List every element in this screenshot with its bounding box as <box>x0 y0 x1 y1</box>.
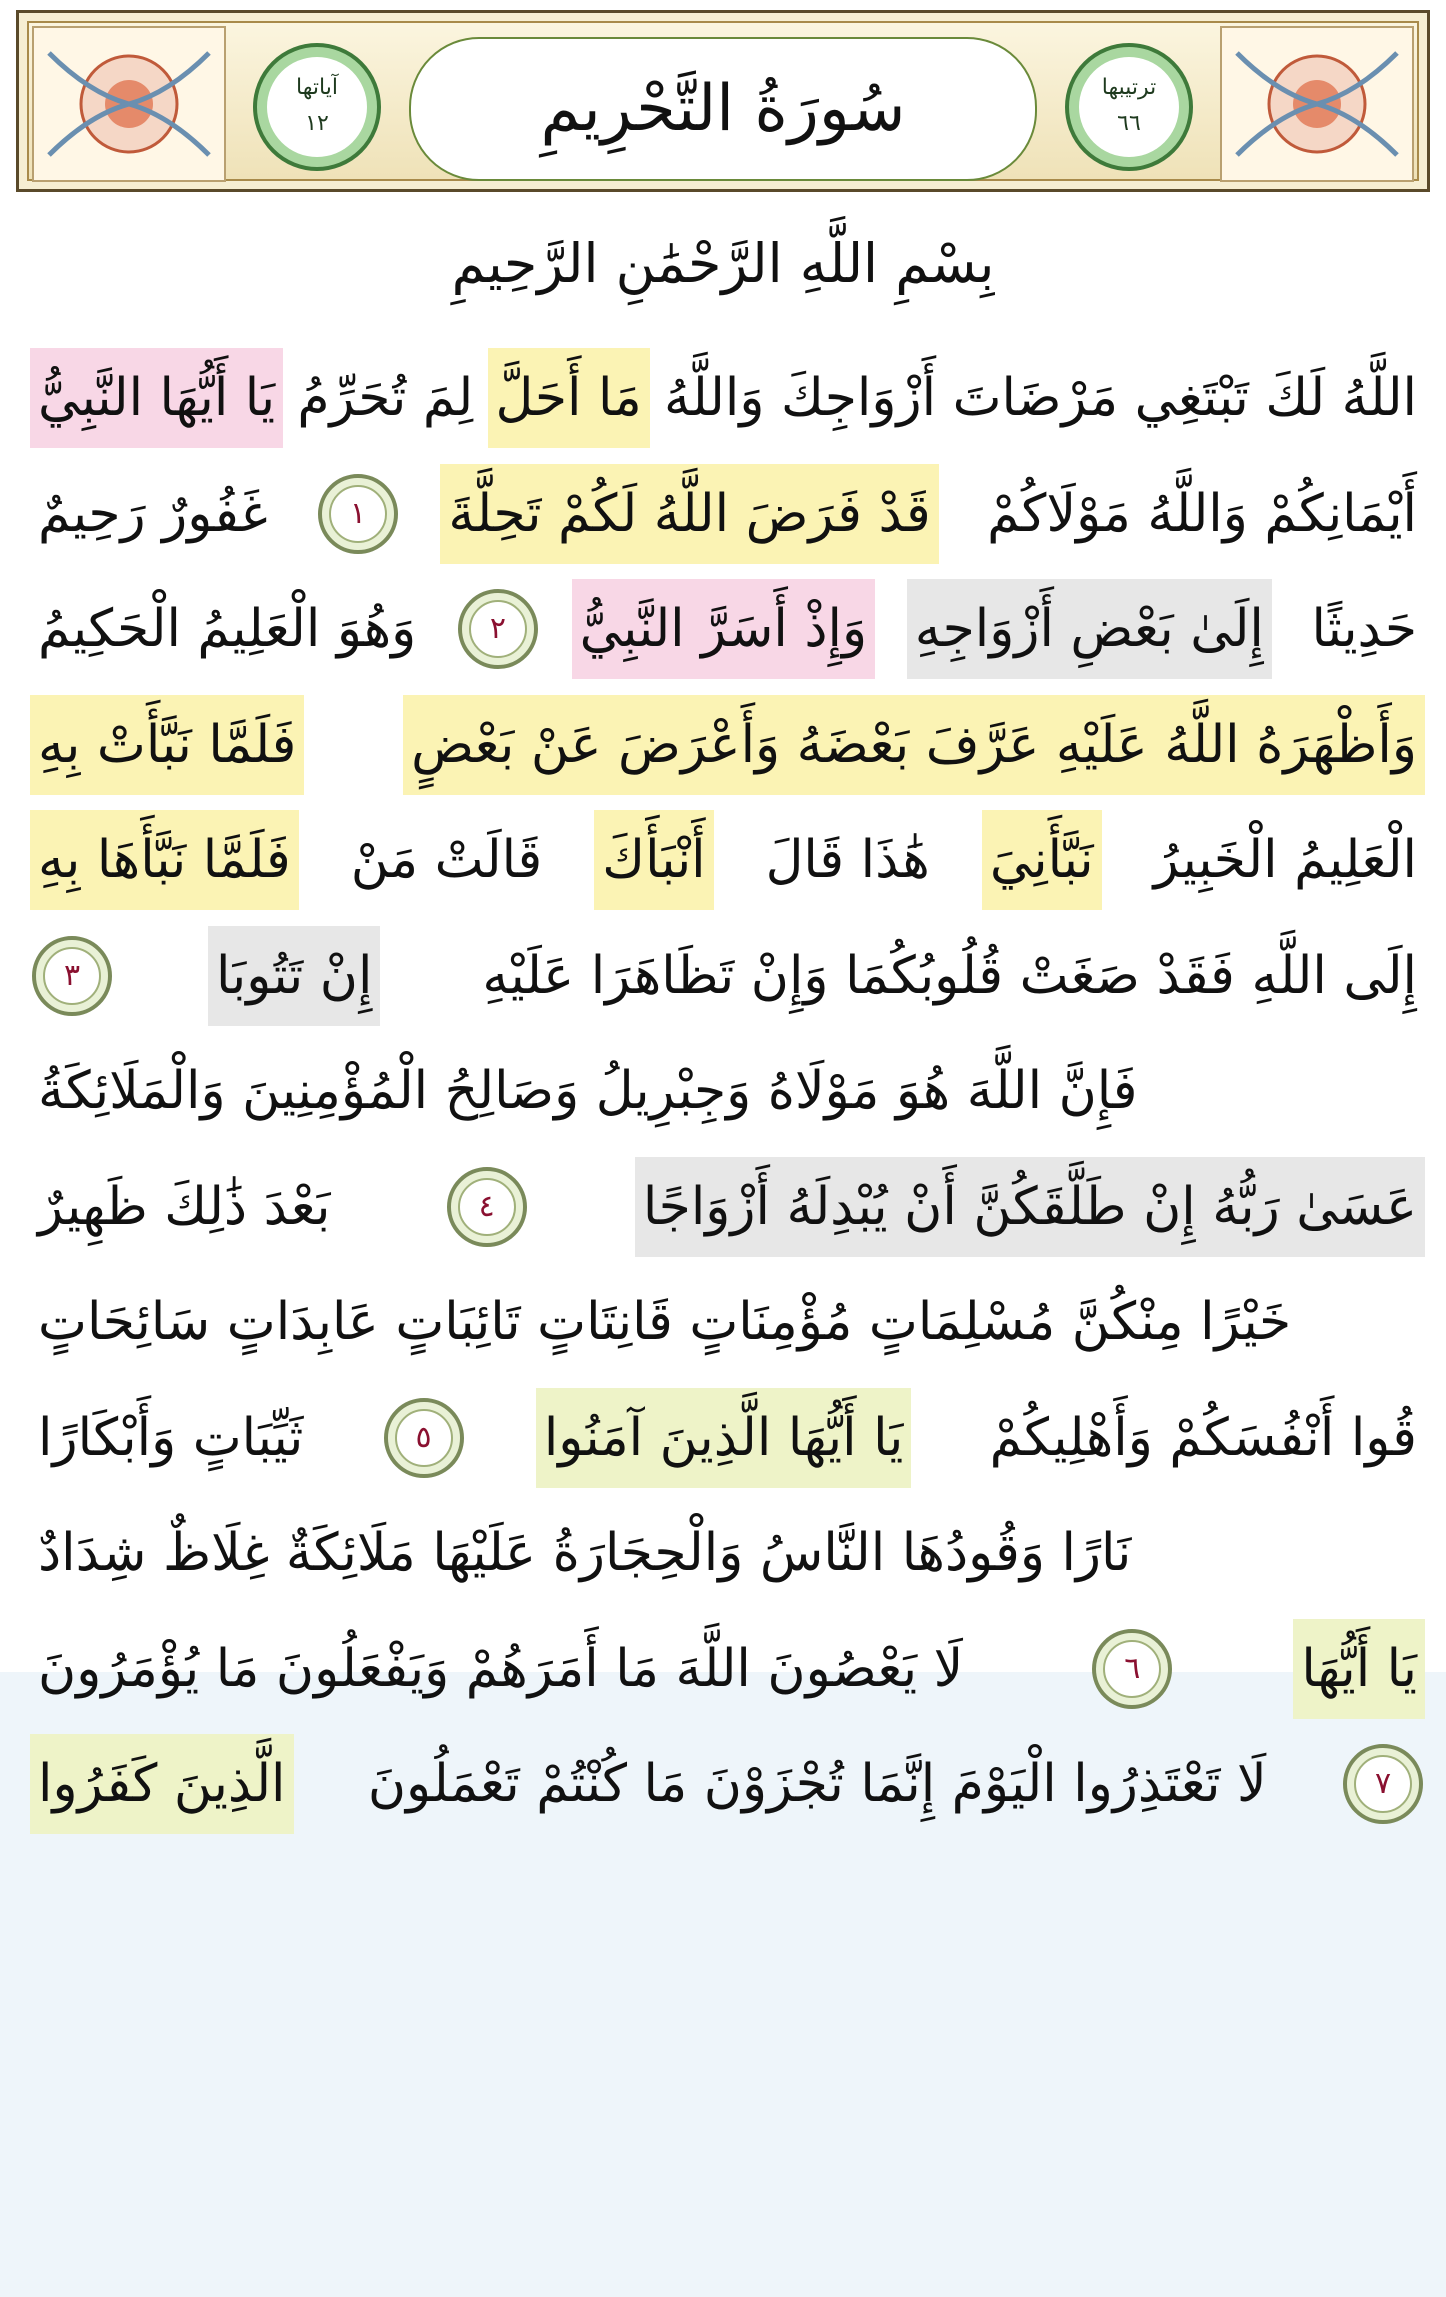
verse-number: ٢ <box>489 611 506 646</box>
verse-end-marker-icon <box>316 472 400 556</box>
text-line <box>30 1728 1425 1840</box>
verse-text: أَيْمَانِكُمْ وَاللَّهُ مَوْلَاكُمْ <box>987 483 1417 544</box>
text-line <box>30 573 1425 685</box>
verse-text: فَإِنَّ اللَّهَ هُوَ مَوْلَاهُ وَجِبْرِيلُ وَصَالِحُ الْمُؤْمِنِينَ وَالْمَلَائِكَةُ <box>38 1061 1138 1121</box>
verse-number: ١ <box>349 495 367 531</box>
verse-end-marker-icon <box>30 934 114 1018</box>
highlighted-phrase: أَنْبَأَكَ <box>594 810 713 910</box>
verse-text: إِلَى اللَّهِ فَقَدْ صَغَتْ قُلُوبُكُمَا وَإِنْ تَظَاهَرَا عَلَيْهِ <box>482 945 1417 1006</box>
verses-value: ١٢ <box>305 111 329 136</box>
text-line <box>30 1266 1425 1378</box>
verse-number: ٤ <box>478 1188 495 1224</box>
verse-text: لِمَ تُحَرِّمُ <box>297 368 474 428</box>
verse-text: اللَّهُ لَكَ تَبْتَغِي مَرْضَاتَ أَزْوَاجِكَ وَاللَّهُ <box>663 368 1417 428</box>
verse-end-marker-icon <box>1090 1627 1174 1711</box>
verse-text: قُوا أَنْفُسَكُمْ وَأَهْلِيكُمْ <box>989 1407 1417 1468</box>
highlighted-phrase: يَا أَيُّهَا <box>1293 1619 1425 1719</box>
verse-end-marker-icon <box>382 1396 466 1480</box>
text-line <box>30 1497 1425 1609</box>
verse-text: هَٰذَا قَالَ <box>765 830 930 890</box>
text-line <box>30 920 1425 1032</box>
verse-text: الْعَلِيمُ الْخَبِيرُ <box>1153 830 1417 890</box>
highlighted-phrase: نَبَّأَنِيَ <box>982 810 1102 910</box>
text-line <box>30 1151 1425 1263</box>
text-line <box>30 804 1425 916</box>
verse-text: خَيْرًا مِنْكُنَّ مُسْلِمَاتٍ مُؤْمِنَاتٍ قَانِتَاتٍ تَائِبَاتٍ عَابِدَاتٍ سَائِحَاتٍ <box>38 1292 1292 1352</box>
text-line <box>30 1382 1425 1494</box>
verse-text: ثَيِّبَاتٍ وَأَبْكَارًا <box>38 1407 304 1468</box>
highlighted-phrase: مَا أَحَلَّ <box>488 348 650 448</box>
highlighted-phrase: يَا أَيُّهَا الَّذِينَ آمَنُوا <box>536 1388 912 1488</box>
verse-text: لَا تَعْتَذِرُوا الْيَوْمَ إِنَّمَا تُجْزَوْنَ مَا كُنْتُمْ تَعْمَلُونَ <box>367 1754 1267 1814</box>
highlighted-phrase: وَإِذْ أَسَرَّ النَّبِيُّ <box>572 579 876 679</box>
verse-text: لَا يَعْصُونَ اللَّهَ مَا أَمَرَهُمْ وَيَفْعَلُونَ مَا يُؤْمَرُونَ <box>38 1638 964 1699</box>
verse-end-marker-icon <box>1341 1742 1425 1826</box>
highlighted-phrase: الَّذِينَ كَفَرُوا <box>30 1734 293 1834</box>
verse-text: نَارًا وَقُودُهَا النَّاسُ وَالْحِجَارَةُ عَلَيْهَا مَلَائِكَةٌ غِلَاظٌ شِدَادٌ <box>38 1523 1132 1583</box>
highlighted-phrase: إِلَىٰ بَعْضِ أَزْوَاجِهِ <box>907 579 1272 679</box>
text-line <box>30 1613 1425 1725</box>
verse-number: ٥ <box>415 1419 432 1455</box>
verse-number: ٦ <box>1124 1650 1141 1686</box>
verse-text: وَهُوَ الْعَلِيمُ الْحَكِيمُ <box>38 599 417 659</box>
verse-text: غَفُورٌ رَحِيمٌ <box>38 483 268 544</box>
verse-end-marker-icon <box>456 587 540 671</box>
highlighted-phrase: إِنْ تَتُوبَا <box>208 926 381 1026</box>
text-line <box>30 342 1425 454</box>
surah-title: سُورَةُ التَّحْرِيمِ <box>540 72 906 146</box>
highlighted-phrase: عَسَىٰ رَبُّهُ إِنْ طَلَّقَكُنَّ أَنْ يُبْدِلَهُ أَزْوَاجًا <box>635 1157 1425 1257</box>
highlighted-phrase: قَدْ فَرَضَ اللَّهُ لَكُمْ تَحِلَّةَ <box>440 464 938 564</box>
verse-number: ٧ <box>1374 1766 1392 1801</box>
highlighted-phrase: فَلَمَّا نَبَّأَتْ بِهِ <box>30 695 304 795</box>
order-value: ٦٦ <box>1117 111 1141 136</box>
highlighted-phrase: فَلَمَّا نَبَّأَهَا بِهِ <box>30 810 299 910</box>
text-line <box>30 689 1425 801</box>
order-label: ترتيبها <box>1101 75 1157 100</box>
highlighted-phrase: وَأَظْهَرَهُ اللَّهُ عَلَيْهِ عَرَّفَ بَعْضَهُ وَأَعْرَضَ عَنْ بَعْضٍ <box>403 695 1425 795</box>
highlighted-phrase: يَا أَيُّهَا النَّبِيُّ <box>30 348 283 448</box>
verse-number: ٣ <box>63 957 81 993</box>
verses-label: آياتها <box>296 75 338 100</box>
text-line <box>30 1035 1425 1147</box>
verse-text: حَدِيثًا <box>1311 599 1417 659</box>
verse-text: قَالَتْ مَنْ <box>350 830 543 890</box>
text-line <box>30 458 1425 570</box>
verse-end-marker-icon <box>445 1165 529 1249</box>
verse-text: بَعْدَ ذَٰلِكَ ظَهِيرٌ <box>38 1176 331 1237</box>
basmala: بِسْمِ اللَّهِ الرَّحْمَٰنِ الرَّحِيمِ <box>451 232 995 295</box>
